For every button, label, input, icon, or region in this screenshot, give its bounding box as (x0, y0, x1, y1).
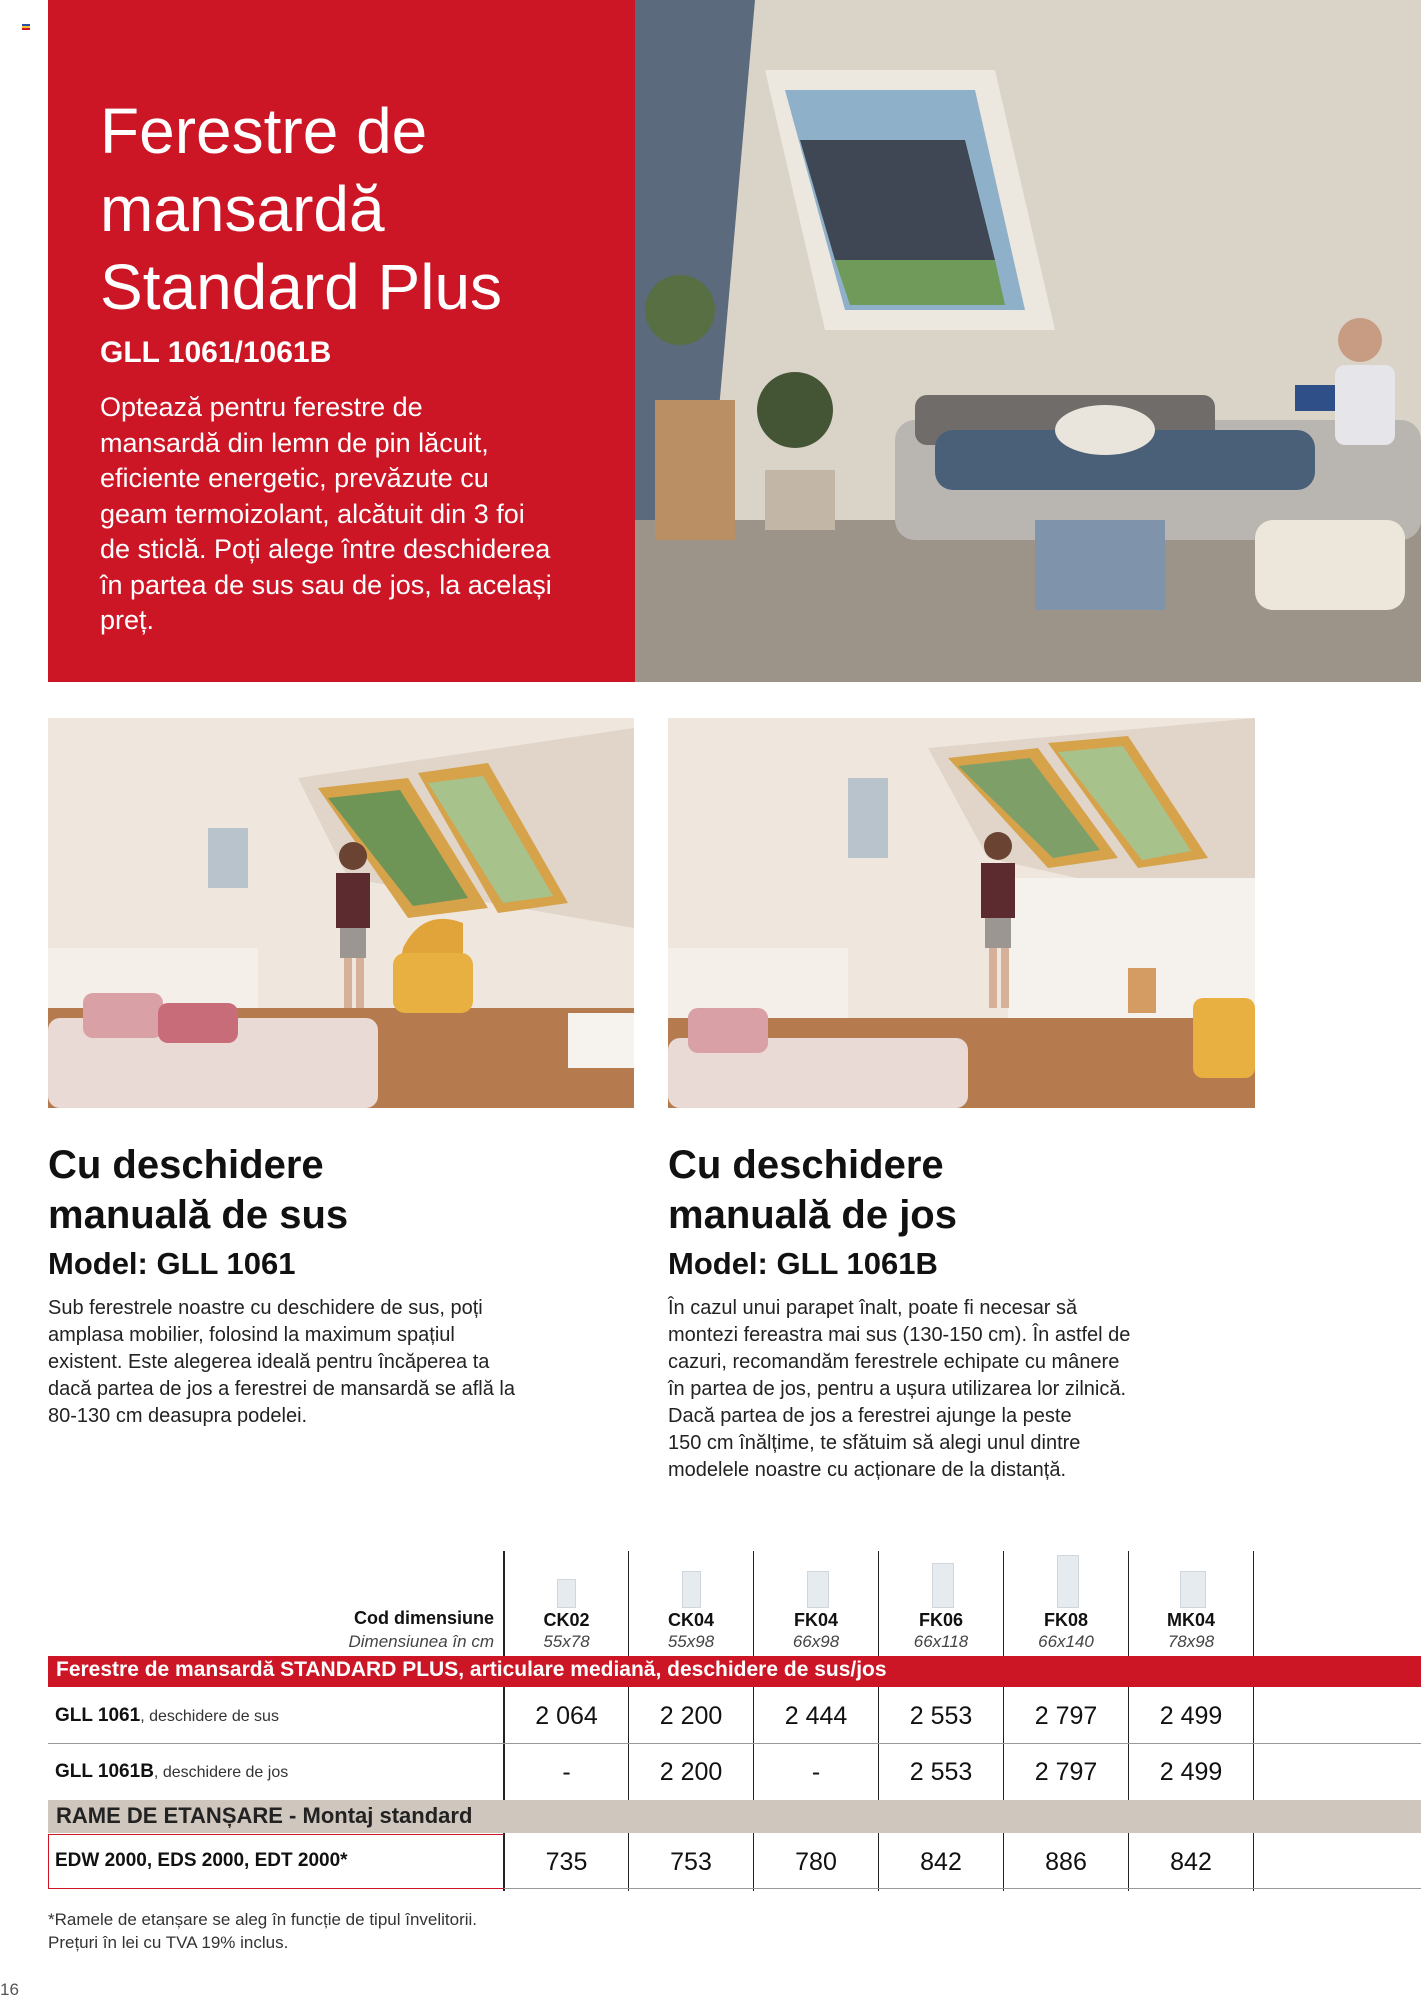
hero-bedroom-photo (635, 0, 1421, 682)
window-size-icon (1057, 1555, 1079, 1608)
col-code: FK04 (793, 1610, 838, 1630)
col-code: FK08 (1043, 1610, 1088, 1630)
price-cell: 2 553 (909, 1758, 973, 1786)
window-size-icon (807, 1571, 829, 1608)
size-dims-label: Dimensiunea în cm (348, 1632, 494, 1651)
hero-model-code: GLL 1061/1061B (100, 336, 332, 369)
price-cell: 2 200 (659, 1758, 723, 1786)
table-row-label: GLL 1061B, deschidere de jos (55, 1761, 289, 1782)
price-cell: 842 (920, 1848, 962, 1876)
price-cell: 2 553 (909, 1702, 973, 1730)
col-dims: 66x118 (913, 1632, 969, 1651)
window-size-icon (557, 1579, 576, 1608)
left-section-title: Cu deschidere manuală de sus (48, 1143, 349, 1237)
window-size-icon (932, 1563, 954, 1608)
price-cell: 2 499 (1159, 1702, 1223, 1730)
flashings-section-band: RAME DE ETANȘARE - Montaj standard (48, 1800, 1421, 1833)
col-code: CK02 (543, 1610, 590, 1630)
price-cell: 780 (795, 1848, 837, 1876)
col-code: CK04 (667, 1610, 715, 1630)
table-row-label: GLL 1061, deschidere de sus (55, 1705, 279, 1726)
hero-description: Optează pentru ferestre de mansardă din lemn de pin lăcuit, eficiente energetic, prevăzute cu geam termoizolant, alcătuit din 3 foi de sticlă. Poți alege între deschiderea în partea de sus sau de jos, la același preț. (100, 392, 552, 635)
size-code-label: Cod dimensiune (353, 1608, 494, 1628)
windows-section-band: Ferestre de mansardă STANDARD PLUS, articulare mediană, deschidere de sus/jos (48, 1656, 1421, 1687)
footnotes: *Ramele de etanșare se aleg în funcție de tipul învelitorii. Prețuri în lei cu TVA 19% inclus. (48, 1910, 478, 1952)
col-dims: 55x78 (543, 1632, 590, 1651)
price-cell: 2 444 (784, 1702, 848, 1730)
price-cell: 2 200 (659, 1702, 723, 1730)
price-cell: 753 (670, 1848, 712, 1876)
bottom-opening-photo (668, 718, 1255, 1108)
window-size-icon (682, 1571, 701, 1608)
page-number: 16 (0, 1980, 19, 1999)
window-size-icon (1180, 1571, 1206, 1608)
col-dims: 78x98 (1167, 1632, 1215, 1651)
price-cell: 2 064 (535, 1702, 598, 1730)
price-cell: - (562, 1758, 571, 1786)
right-section-model: Model: GLL 1061B (668, 1246, 938, 1281)
flag-icon (22, 24, 30, 30)
hero-title: Ferestre de mansardă Standard Plus (100, 95, 503, 323)
col-dims: 66x98 (792, 1632, 840, 1651)
price-cell: 2 499 (1159, 1758, 1223, 1786)
price-cell: 735 (545, 1848, 588, 1876)
price-cell: 886 (1045, 1848, 1087, 1876)
col-dims: 66x140 (1038, 1632, 1094, 1651)
top-opening-photo (48, 718, 634, 1108)
col-code: MK04 (1166, 1610, 1215, 1630)
left-section-description: Sub ferestrele noastre cu deschidere de sus, poți amplasa mobilier, folosind la maximum spațiul existent. Este alegerea ideală pentru încăperea ta dacă partea de jos a ferestrei de mansardă se află la 80-130 cm deasupra podelei. (48, 1297, 515, 1427)
price-cell: 2 797 (1034, 1758, 1098, 1786)
price-cell: 2 797 (1034, 1702, 1098, 1730)
right-section-description: În cazul unui parapet înalt, poate fi necesar să montezi fereastra mai sus (130-150 cm). În astfel de cazuri, recomandăm ferestrele echipate cu mânere în partea de jos, pentru a ușura utilizarea lor zilnică. Dacă partea de jos a ferestrei ajunge la peste 150 cm înălțime, te sfătuim să alegi unul dintre modelele noastre cu acționare de la distanță. (668, 1297, 1131, 1481)
col-code: FK06 (918, 1610, 963, 1630)
price-cell: - (811, 1758, 821, 1786)
col-dims: 55x98 (667, 1632, 715, 1651)
right-section-title: Cu deschidere manuală de jos (668, 1143, 957, 1237)
table-row-label: EDW 2000, EDS 2000, EDT 2000* (55, 1850, 348, 1871)
left-section-model: Model: GLL 1061 (48, 1246, 296, 1281)
price-cell: 842 (1170, 1848, 1212, 1876)
